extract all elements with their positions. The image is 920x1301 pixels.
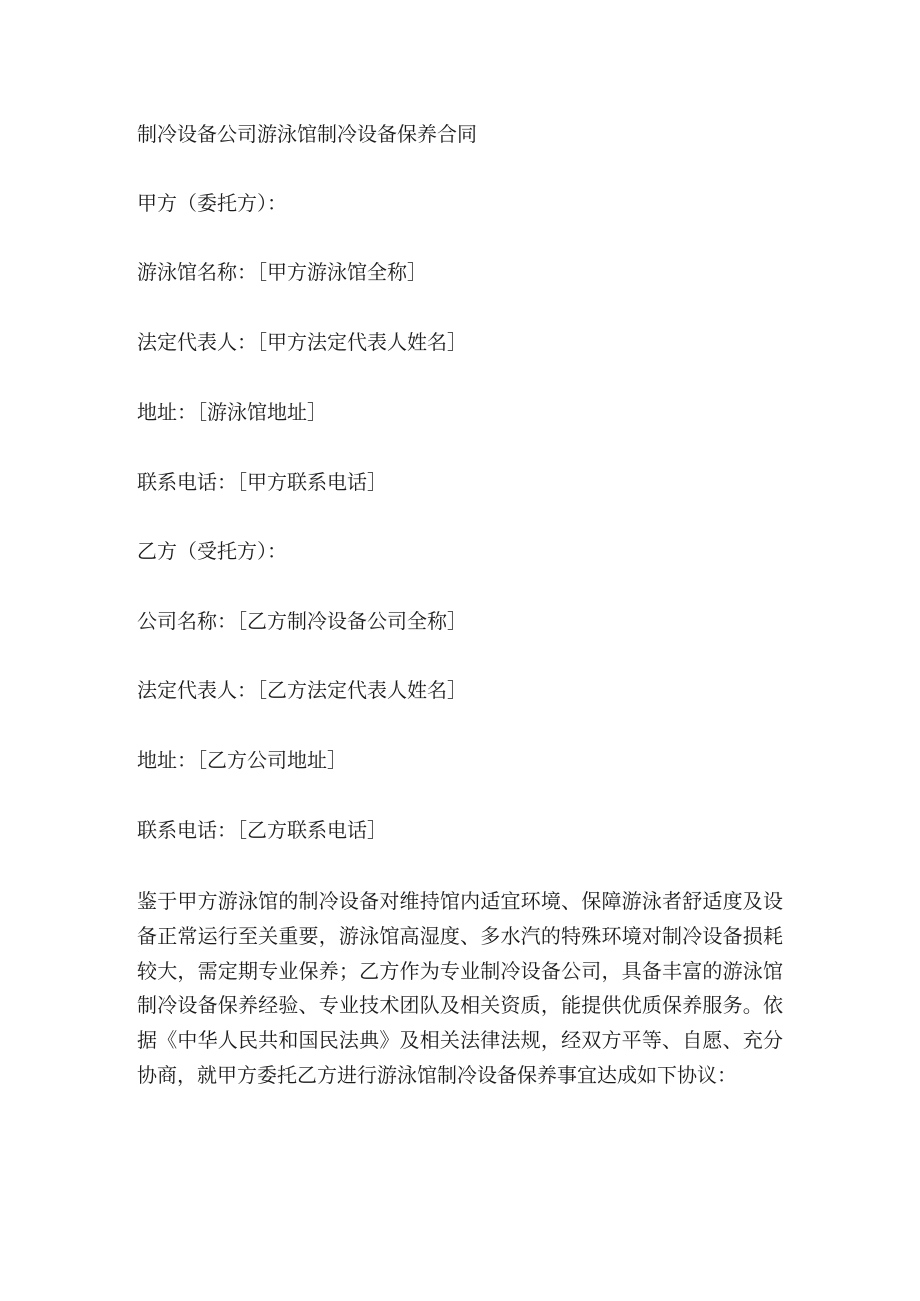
party-b-name: 公司名称：［乙方制冷设备公司全称］: [137, 609, 467, 633]
party-a-name: 游泳馆名称：［甲方游泳馆全称］: [137, 260, 427, 284]
party-a-heading: 甲方（委托方）：: [137, 191, 287, 215]
preamble-paragraph: 鉴于甲方游泳馆的制冷设备对维持馆内适宜环境、保障游泳者舒适度及设备正常运行至关重要，游泳馆高湿度、多水汽的特殊环境对制冷设备损耗较大，需定期专业保养；乙方作为专业制冷设备公司，具备丰富的游泳馆制冷设备保养经验、专业技术团队及相关资质，能提供优质保养服务。依据《中华人民共和国民法典》及相关法律法规，经双方平等、自愿、充分协商，就甲方委托乙方进行游泳馆制冷设备保养事宜达成如下协议：: [137, 889, 783, 1087]
party-a-address: 地址：［游泳馆地址］: [137, 400, 327, 424]
contract-title: 制冷设备公司游泳馆制冷设备保养合同: [137, 122, 477, 146]
party-a-phone: 联系电话：［甲方联系电话］: [137, 470, 387, 494]
party-b-representative: 法定代表人：［乙方法定代表人姓名］: [137, 678, 467, 702]
party-a-representative: 法定代表人：［甲方法定代表人姓名］: [137, 330, 467, 354]
party-b-heading: 乙方（受托方）：: [137, 539, 287, 563]
party-b-phone: 联系电话：［乙方联系电话］: [137, 818, 387, 842]
party-b-address: 地址：［乙方公司地址］: [137, 748, 347, 772]
